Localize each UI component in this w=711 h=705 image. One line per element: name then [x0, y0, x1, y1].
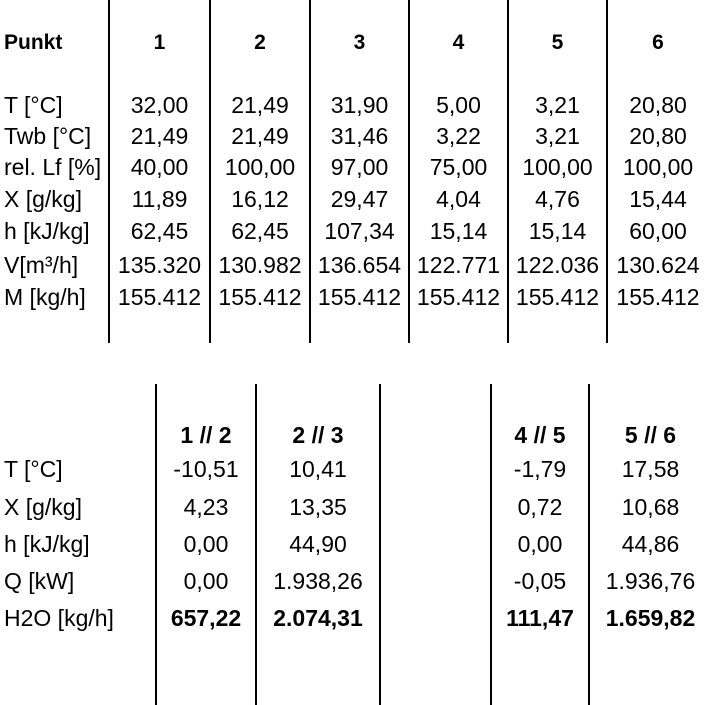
table-cell: 31,46: [330, 123, 389, 149]
table-cell: 60,00: [629, 218, 687, 244]
table-cell: 122.036: [515, 252, 600, 278]
table-cell: 97,00: [330, 154, 389, 180]
table-cell: 10,68: [621, 494, 680, 520]
table-cell: 16,12: [231, 186, 289, 212]
column-header-3: 3: [353, 31, 366, 54]
table-cell: 3,21: [535, 123, 580, 149]
table-cell: 32,00: [130, 92, 189, 118]
table-cell: -1,79: [513, 456, 567, 482]
table-cell: 20,80: [629, 123, 687, 149]
table-cell: 111,47: [506, 605, 574, 631]
table-cell: 1.659,82: [605, 605, 696, 631]
table-cell: 11,89: [131, 186, 188, 212]
table-cell: 4,23: [183, 494, 229, 520]
row-label: H2O [kg/h]: [4, 605, 114, 631]
row-label: h [kJ/kg]: [4, 531, 90, 557]
column-header-4: 4 // 5: [514, 422, 566, 448]
table-cell: 20,80: [629, 92, 687, 118]
table-cell: 3,22: [436, 123, 481, 149]
table-cell: 21,49: [130, 123, 189, 149]
column-header-1: 1 // 2: [180, 422, 232, 448]
table-cell: 17,58: [621, 456, 680, 482]
header-label-punkt: Punkt: [4, 31, 63, 54]
table-cell: 2.074,31: [273, 605, 363, 631]
table-cell: 136.654: [317, 252, 402, 278]
table-cell: -0,05: [513, 568, 567, 594]
table-cell: 62,45: [231, 218, 289, 244]
table-cell: 130.624: [616, 252, 700, 278]
table-cell: 44,86: [621, 531, 680, 557]
row-label: h [kJ/kg]: [4, 218, 90, 244]
row-label: V[m³/h]: [4, 252, 79, 278]
table-cell: 130.982: [218, 252, 302, 278]
table-cell: 155.412: [317, 284, 402, 310]
table-cell: 29,47: [330, 186, 389, 212]
table-cell: 13,35: [289, 494, 347, 520]
table-cell: 4,04: [436, 186, 481, 212]
table-cell: 40,00: [130, 154, 189, 180]
table-cell: 657,22: [170, 605, 242, 631]
row-label: X [g/kg]: [4, 494, 82, 520]
row-label: M [kg/h]: [4, 284, 86, 310]
row-label: T [°C]: [4, 456, 63, 482]
table-cell: 15,14: [429, 218, 488, 244]
row-label: X [g/kg]: [4, 186, 82, 212]
table-cell: 0,00: [183, 568, 229, 594]
table-cell: 3,21: [535, 92, 580, 118]
column-header-2: 2 // 3: [292, 422, 344, 448]
table-cell: 122.771: [416, 252, 501, 278]
table-cell: 44,90: [289, 531, 347, 557]
table-cell: 21,49: [231, 123, 289, 149]
table-cell: 100,00: [522, 154, 593, 180]
table-cell: 107,34: [324, 218, 395, 244]
table-cell: 0,00: [517, 531, 563, 557]
table-cell: 100,00: [622, 154, 694, 180]
column-header-5: 5 // 6: [624, 422, 677, 448]
row-label: rel. Lf [%]: [4, 154, 102, 180]
table-cell: 135.320: [117, 252, 202, 278]
table-cell: 62,45: [130, 218, 189, 244]
table-cell: 155.412: [515, 284, 600, 310]
table-cell: 1.938,26: [273, 568, 363, 594]
row-label: Q [kW]: [4, 568, 75, 594]
table-cell: 21,49: [231, 92, 289, 118]
table-cell: 155.412: [218, 284, 302, 310]
table-cell: 0,72: [517, 494, 563, 520]
column-header-1: 1: [153, 31, 166, 54]
row-label: T [°C]: [4, 92, 63, 118]
table-cell: 155.412: [416, 284, 501, 310]
column-divider: [379, 384, 381, 705]
table-cell: 10,41: [289, 456, 347, 482]
table-cell: 15,44: [629, 186, 687, 212]
column-header-5: 5: [551, 31, 564, 54]
table-cell: 75,00: [429, 154, 488, 180]
column-header-4: 4: [452, 31, 465, 54]
table-cell: 4,76: [535, 186, 580, 212]
table-cell: 31,90: [330, 92, 389, 118]
table-cell: 155.412: [117, 284, 202, 310]
table-cell: 1.936,76: [605, 568, 696, 594]
row-label: Twb [°C]: [4, 123, 92, 149]
table-cell: 5,00: [436, 92, 481, 118]
table-cell: 100,00: [224, 154, 296, 180]
table-cell: 0,00: [183, 531, 229, 557]
table-cell: 15,14: [528, 218, 587, 244]
column-header-2: 2: [254, 31, 266, 54]
table-cell: 155.412: [616, 284, 700, 310]
column-header-6: 6: [652, 31, 664, 54]
table-cell: -10,51: [173, 456, 239, 482]
